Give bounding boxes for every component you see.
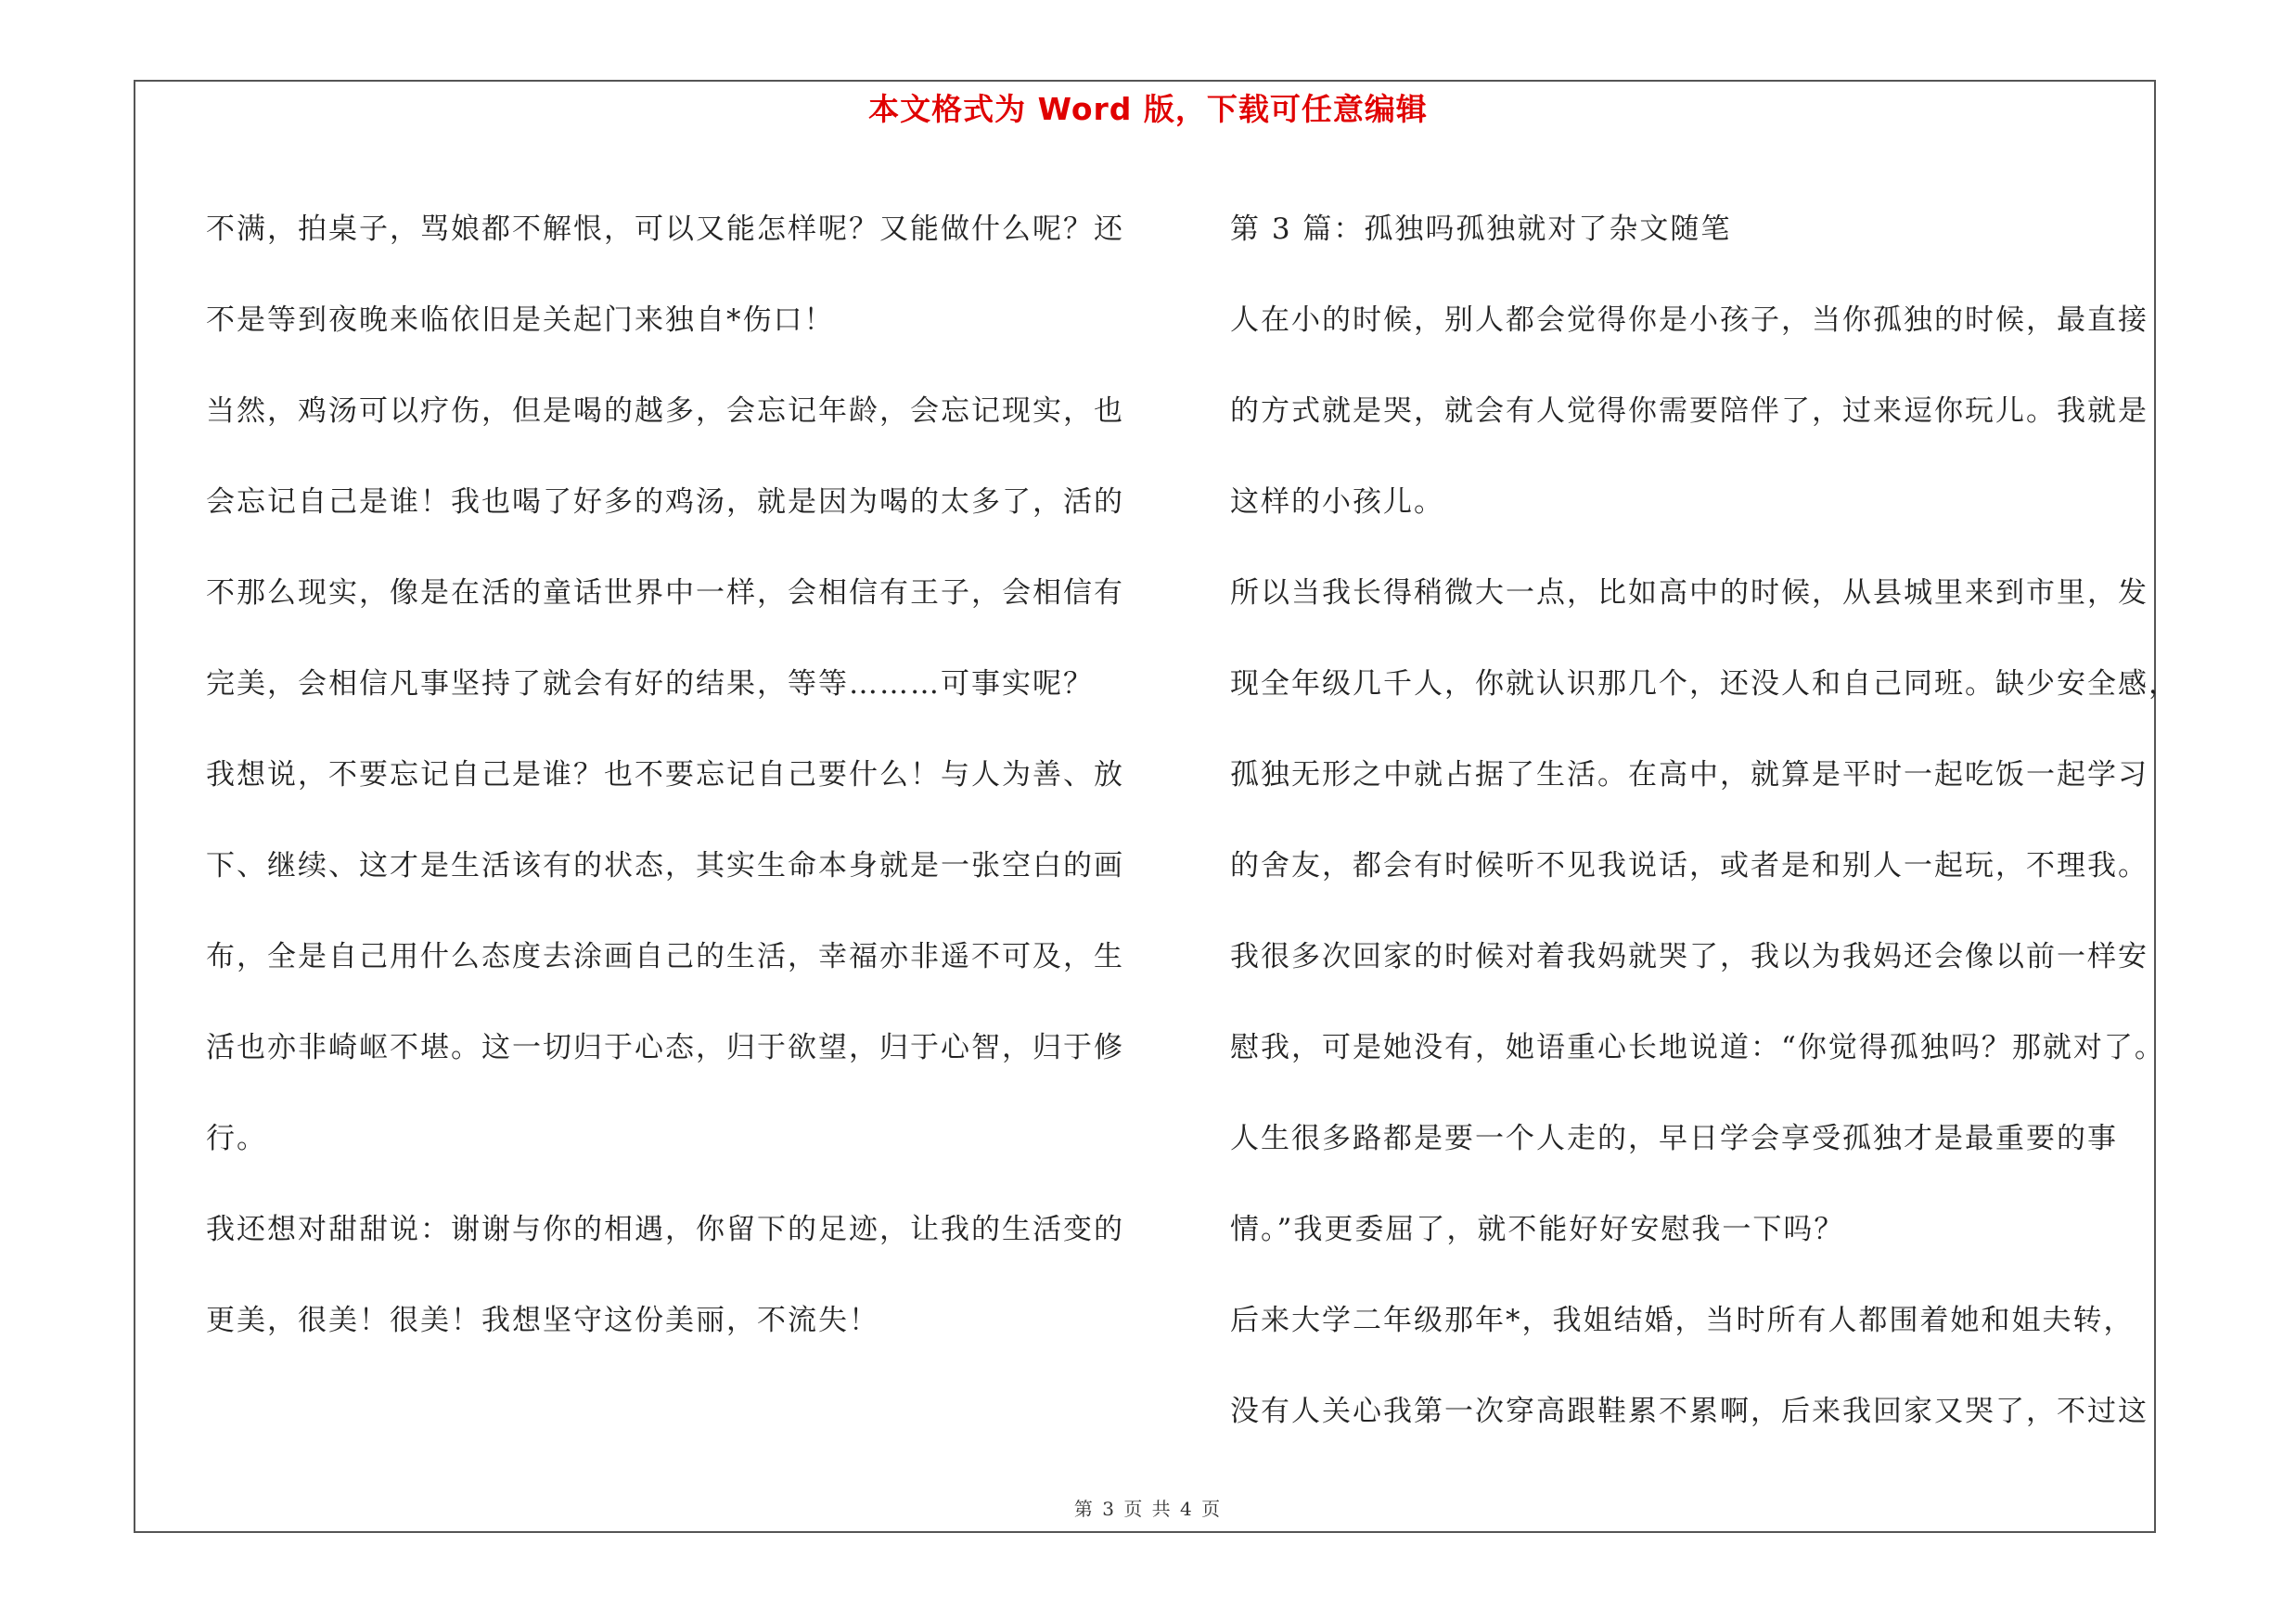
text-line: 行。: [206, 1122, 267, 1155]
text-line: 人在小的时候，别人都会觉得你是小孩子，当你孤独的时候，最直接: [1230, 303, 2148, 337]
text-line: 孤独无形之中就占据了生活。在高中，就算是平时一起吃饭一起学习: [1230, 758, 2148, 792]
section-heading: 第 3 篇：孤独吗孤独就对了杂文随笔: [1230, 213, 1732, 246]
text-line: 的方式就是哭，就会有人觉得你需要陪伴了，过来逗你玩儿。我就是: [1230, 394, 2148, 428]
text-line: 更美，很美！很美！我想坚守这份美丽，不流失！: [206, 1304, 879, 1337]
right-column: [1230, 184, 2179, 1457]
text-line: 不满，拍桌子，骂娘都不解恨，可以又能怎样呢？又能做什么呢？还: [206, 213, 1124, 246]
text-line: 完美，会相信凡事坚持了就会有好的结果，等等………可事实呢？: [206, 667, 1094, 701]
page-number: 第 3 页 共 4 页: [1073, 1498, 1223, 1520]
text-line: 情。”我更委屈了，就不能好好安慰我一下吗？: [1230, 1213, 1845, 1246]
text-line: 慰我，可是她没有，她语重心长地说道：“你觉得孤独吗？那就对了。: [1230, 1031, 2165, 1064]
text-line: 的舍友，都会有时候听不见我说话，或者是和别人一起玩，不理我。: [1230, 849, 2148, 882]
text-line: 这样的小孩儿。: [1230, 485, 1444, 519]
text-line: 不是等到夜晚来临依旧是关起门来独自*伤口！: [206, 303, 835, 337]
text-line: 后来大学二年级那年*，我姐结婚，当时所有人都围着她和姐夫转，: [1230, 1304, 2135, 1337]
text-line: 活也亦非崎岖不堪。这一切归于心态，归于欲望，归于心智，归于修: [206, 1031, 1124, 1064]
text-line: 布，全是自己用什么态度去涂画自己的生活，幸福亦非遥不可及，生: [206, 940, 1124, 973]
text-line: 会忘记自己是谁！我也喝了好多的鸡汤，就是因为喝的太多了，活的: [206, 485, 1124, 519]
text-line: 当然，鸡汤可以疗伤，但是喝的越多，会忘记年龄，会忘记现实，也: [206, 394, 1124, 428]
text-line: 不那么现实，像是在活的童话世界中一样，会相信有王子，会相信有: [206, 576, 1124, 610]
text-line: 人生很多路都是要一个人走的，早日学会享受孤独才是最重要的事: [1230, 1122, 2118, 1155]
text-line: 我想说，不要忘记自己是谁？也不要忘记自己要什么！与人为善、放: [206, 758, 1124, 792]
text-line: 我还想对甜甜说：谢谢与你的相遇，你留下的足迹，让我的生活变的: [206, 1213, 1124, 1246]
text-line: 我很多次回家的时候对着我妈就哭了，我以为我妈还会像以前一样安: [1230, 940, 2148, 973]
text-line: 没有人关心我第一次穿高跟鞋累不累啊，后来我回家又哭了，不过这: [1230, 1395, 2148, 1428]
header-banner: 本文格式为 Word 版，下载可任意编辑: [868, 91, 1428, 127]
left-column: [206, 184, 1143, 1366]
text-line: 下、继续、这才是生活该有的状态，其实生命本身就是一张空白的画: [206, 849, 1124, 882]
text-line: 现全年级几千人，你就认识那几个，还没人和自己同班。缺少安全感，: [1230, 667, 2179, 701]
text-line: 所以当我长得稍微大一点，比如高中的时候，从县城里来到市里，发: [1230, 576, 2148, 610]
